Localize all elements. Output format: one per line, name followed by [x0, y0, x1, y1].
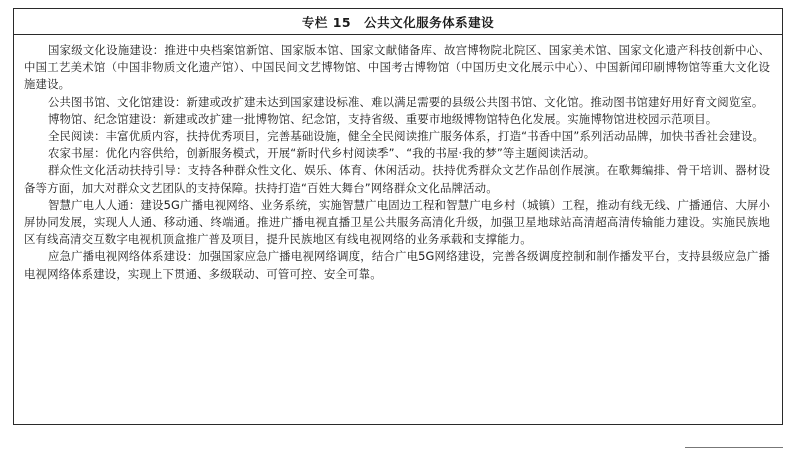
paragraph-emergency-broadcast: 应急广播电视网络体系建设：加强国家应急广播电视网络调度，结合广电5G网络建设，完善各级调度控制和制作播发平台，支持县级应急广播电视网络体系建设，实现上下贯通、多级联动、可管可控、安全可靠。	[24, 249, 770, 281]
column-content	[14, 35, 782, 283]
column-title-bar	[14, 9, 782, 35]
paragraph-mass-culture: 群众性文化活动扶持引导：支持各种群众性文化、娱乐、体育、休闲活动。扶持优秀群众文艺作品创作展演。在歌舞编排、骨干培训、器材设备等方面，加大对群众文艺团队的支持保障。扶持打造“百姓大舞台”网络群众文化品牌活动。	[24, 163, 770, 195]
column-box	[13, 8, 783, 425]
paragraph-libraries: 公共图书馆、文化馆建设：新建或改扩建未达到国家建设标准、难以满足需要的县级公共图书馆、文化馆。推动图书馆建好用好育文阅览室。	[47, 94, 764, 109]
paragraph-smart-broadcast: 智慧广电人人通：建设5G广播电视网络、业务系统，实施智慧广电固边工程和智慧广电乡村（城镇）工程，推动有线无线、广播通信、大屏小屏协同发展，实现人人通、移动通、终端通。推进广播电视直播卫星公共服务高清化升级，加强卫星地球站高清超高清传输能力建设。实施民族地区有线高清交互数字电视机顶盒推广普及项目，提升民族地区有线电视网络的业务承载和支撑能力。	[24, 197, 770, 247]
paragraph-reading: 全民阅读：丰富优质内容，扶持优秀项目，完善基础设施，健全全民阅读推广服务体系，打造“书香中国”系列活动品牌，加快书香社会建设。	[47, 129, 765, 144]
paragraph-museums: 博物馆、纪念馆建设：新建或改扩建一批博物馆、纪念馆，支持省级、重要市地级博物馆特色化发展。实施博物馆进校园示范项目。	[47, 111, 718, 126]
column-title: 专栏 15 公共文化服务体系建设	[301, 14, 495, 30]
paragraph-farm-bookhouse: 农家书屋：优化内容供给，创新服务模式，开展“新时代乡村阅读季”、“我的书屋·我的梦”等主题阅读活动。	[47, 146, 596, 161]
page-divider	[685, 447, 783, 448]
paragraph-national-facilities: 国家级文化设施建设：推进中央档案馆新馆、国家版本馆、国家文献储备库、故宫博物院北院区、国家美术馆、国家文化遗产科技创新中心、中国工艺美术馆（中国非物质文化遗产馆）、中国民间文艺博物馆、中国考古博物馆（中国历史文化展示中心）、中国新闻印刷博物馆等重大文化设施建设。	[24, 43, 770, 92]
